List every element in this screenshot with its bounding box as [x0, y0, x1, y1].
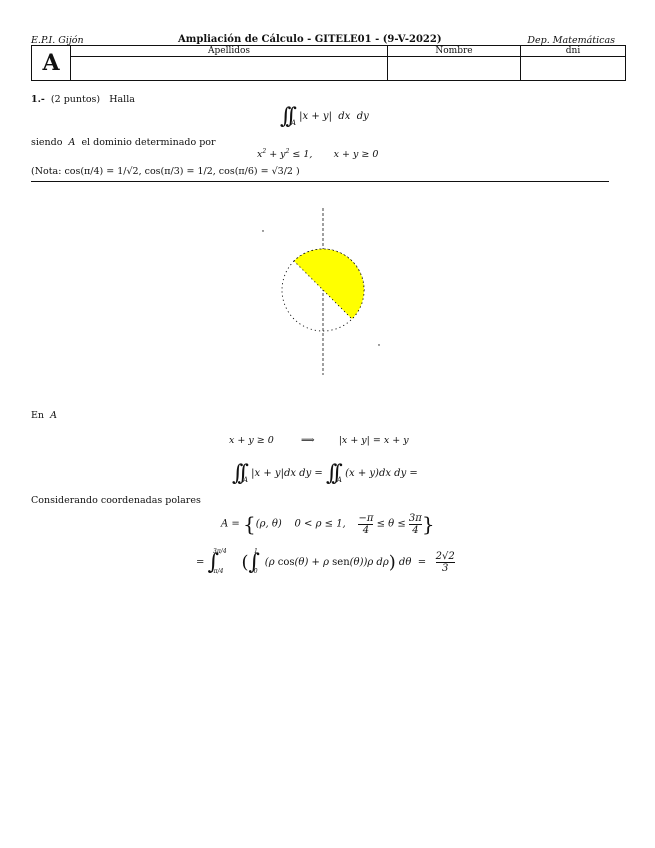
- domain-text: el dominio determinado por: [81, 137, 216, 148]
- solution-set: A: [50, 410, 57, 421]
- figure-dot: [262, 230, 263, 231]
- name-header: Nombre: [388, 46, 521, 57]
- dni-field[interactable]: [521, 57, 626, 81]
- domain-conditions: $x^2 + y^2 \le 1$, x + y ≥ 0: [257, 148, 379, 161]
- domain-figure: [250, 200, 400, 380]
- header-title: Ampliación de Cálculo - GITELE01 - (9-V-2022): [178, 34, 442, 45]
- problem-note: (Nota: cos(π/4) = 1/√2, cos(π/3) = 1/2, cos(π/6) = √3/2 ): [31, 166, 300, 177]
- result-numerator: 2√2: [435, 551, 455, 562]
- dni-header: dni: [521, 46, 626, 57]
- solution-in: En: [31, 410, 45, 421]
- header-school: E.P.I. Gijón: [31, 35, 84, 46]
- polar-text: Considerando coordenadas polares: [31, 495, 201, 506]
- polar-integral: = ∫$^{3\pi/4}_{-\pi/4}$ (∫$^1_0$ (ρ cos(θ) + ρ sen(θ))ρ dρ) dθ = $\frac{2√2}{3}$: [196, 548, 455, 575]
- header-department: Dep. Matemáticas: [527, 35, 615, 46]
- solution-intro: [31, 410, 57, 421]
- separator-rule: [31, 181, 609, 182]
- problem-points: (2 puntos): [50, 94, 101, 105]
- result-denominator: 3: [436, 562, 455, 574]
- domain-intro: siendo: [31, 137, 63, 148]
- figure-dot: [378, 344, 379, 345]
- domain-sentence: [31, 137, 216, 148]
- problem-verb: Halla: [109, 94, 135, 105]
- name-field[interactable]: [388, 57, 521, 81]
- student-id-box: [31, 45, 626, 81]
- model-letter: A: [32, 46, 71, 81]
- shaded-half-disc: [294, 249, 364, 319]
- problem-line: [31, 94, 135, 105]
- integral-equality: $\int\int_A$ |x + y|dx dy = $\int\int_A$ (x + y)dx dy =: [232, 461, 418, 486]
- problem-number: 1.-: [31, 94, 45, 105]
- problem-integral: $\int\int_A$ |x + y| dx dy: [280, 104, 369, 129]
- surname-field[interactable]: [71, 57, 388, 81]
- surname-header: Apellidos: [71, 46, 388, 57]
- polar-domain: A = {(ρ, θ) 0 < ρ ≤ 1, $\frac{-\pi}{4}$ ≤ θ ≤ $\frac{3\pi}{4}$ }: [221, 512, 435, 536]
- sign-implication: x + y ≥ 0 ⟹ |x + y| = x + y: [229, 435, 409, 446]
- domain-set: A: [68, 137, 76, 148]
